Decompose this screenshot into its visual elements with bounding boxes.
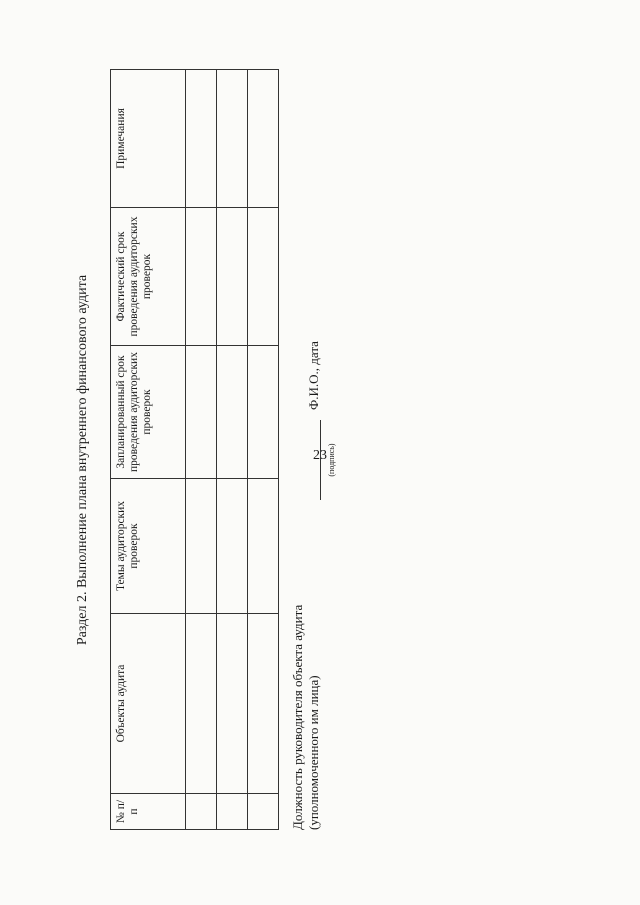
fio-date-label: Ф.И.О., дата	[306, 341, 321, 410]
table-cell	[248, 346, 279, 479]
position-label: Должность руководителя объекта аудита (уполномоченного им лица)	[290, 604, 321, 830]
audit-plan-table	[110, 69, 279, 830]
table-cell	[186, 346, 217, 479]
table-cell	[186, 208, 217, 346]
header-audit-objects: Объекты аудита	[111, 614, 186, 794]
header-number: № п/п	[111, 794, 186, 830]
signature-caption: (подпись)	[327, 443, 336, 477]
table-cell	[217, 208, 248, 346]
header-notes: Примечания	[111, 70, 186, 208]
header-planned-term: Запланированный срок проведения аудиторских проверок	[111, 346, 186, 479]
table-row	[186, 70, 217, 830]
table-row	[217, 70, 248, 830]
table-cell	[217, 479, 248, 614]
page-number: 23	[313, 448, 327, 463]
table-cell	[186, 70, 217, 208]
signature-line	[320, 420, 321, 500]
table-cell	[217, 794, 248, 830]
table-cell	[186, 479, 217, 614]
table-cell	[248, 70, 279, 208]
table-cell	[248, 479, 279, 614]
table-cell	[186, 614, 217, 794]
table-cell	[217, 70, 248, 208]
table-cell	[217, 614, 248, 794]
section-title: Раздел 2. Выполнение плана внутреннего финансового аудита	[75, 274, 90, 646]
table-cell	[248, 208, 279, 346]
table-cell	[217, 346, 248, 479]
table-header-row	[111, 70, 186, 830]
table-cell	[248, 794, 279, 830]
header-audit-topics: Темы аудиторских проверок	[111, 479, 186, 614]
signature-block	[290, 70, 350, 830]
table-row	[248, 70, 279, 830]
table-cell	[248, 614, 279, 794]
table-cell	[186, 794, 217, 830]
header-actual-term: Фактический срок проведения аудиторских проверок	[111, 208, 186, 346]
